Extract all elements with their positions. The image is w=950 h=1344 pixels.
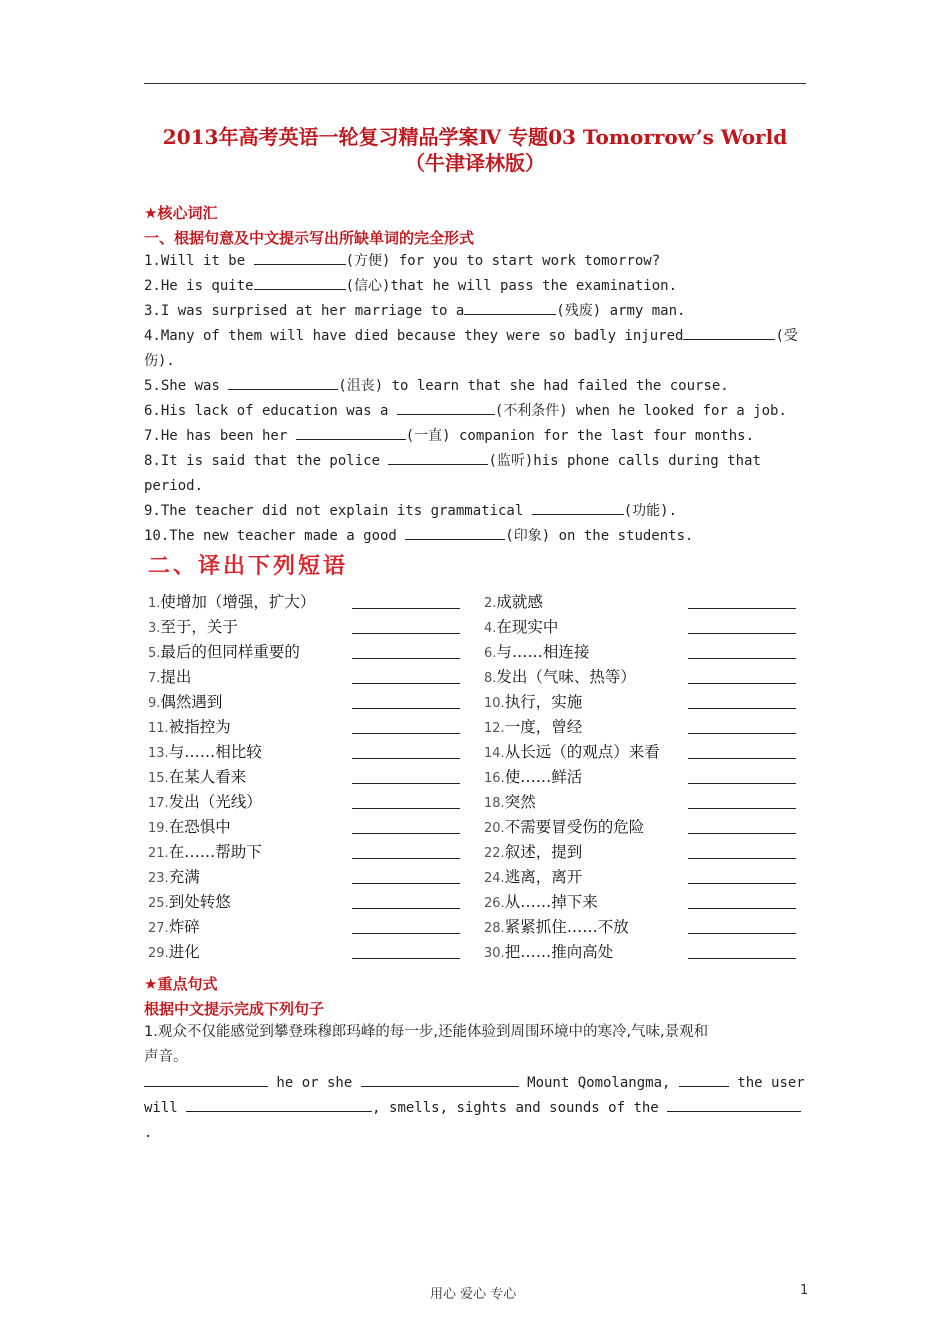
vocab-item-2: 2.He is quite (信心)that he will pass the examination. xyxy=(144,274,806,299)
phrase-item xyxy=(148,665,191,687)
phrase-number: 13. xyxy=(148,746,169,761)
phrase-item xyxy=(148,940,200,962)
phrase-number: 24. xyxy=(484,871,505,886)
vocab-item-10: 10.The new teacher made a good (印象) on the students. xyxy=(144,524,806,549)
phrase-text: 逃离，离开 xyxy=(504,868,583,886)
phrase-item xyxy=(484,665,636,687)
phrase-text: 与……相比较 xyxy=(168,743,262,761)
vocab-item-6: 6.His lack of education was a (不利条件) when he looked for a job. xyxy=(144,399,806,424)
vocab-item-4-cont: 伤). xyxy=(144,353,175,369)
phrases-heading: 二、译出下列短语 xyxy=(148,554,349,579)
phrase-number: 22. xyxy=(484,846,505,861)
answer-blank[interactable] xyxy=(186,1097,372,1112)
phrase-item xyxy=(148,690,222,712)
answer-blank[interactable] xyxy=(405,525,505,540)
phrase-number: 21. xyxy=(148,846,169,861)
answer-blank[interactable] xyxy=(352,958,460,959)
sentences-subheading: 根据中文提示完成下列句子 xyxy=(144,1000,325,1018)
answer-blank[interactable] xyxy=(688,958,796,959)
phrase-item xyxy=(148,890,231,912)
phrase-number: 30. xyxy=(484,946,505,961)
phrase-item xyxy=(484,940,613,962)
phrase-text: 充满 xyxy=(168,868,200,886)
phrase-item xyxy=(484,815,644,837)
phrase-item xyxy=(484,890,598,912)
vocab-item-7: 7.He has been her (一直) companion for the last four months. xyxy=(144,424,806,449)
phrase-text: 炸碎 xyxy=(168,918,200,936)
answer-blank[interactable] xyxy=(688,808,796,809)
answer-blank[interactable] xyxy=(688,833,796,834)
phrase-text: 紧紧抓住……不放 xyxy=(504,918,629,936)
phrase-item xyxy=(148,590,315,612)
phrase-item xyxy=(148,715,231,737)
phrase-text: 叙述，提到 xyxy=(504,843,583,861)
vocab-subheading: 一、根据句意及中文提示写出所缺单词的完全形式 xyxy=(144,229,475,247)
title-line-2: （牛津译林版） xyxy=(405,151,545,175)
answer-blank[interactable] xyxy=(688,908,796,909)
phrase-text: 发出（光线） xyxy=(168,793,262,811)
answer-blank[interactable] xyxy=(688,708,796,709)
vocab-item-8-cont: period. xyxy=(144,478,204,494)
phrase-text: 在某人看来 xyxy=(168,768,247,786)
phrase-item xyxy=(148,765,246,787)
phrase-number: 15. xyxy=(148,771,169,786)
phrase-item xyxy=(484,740,660,762)
answer-blank[interactable] xyxy=(352,633,460,634)
phrase-item xyxy=(484,640,589,662)
answer-blank[interactable] xyxy=(688,858,796,859)
phrase-text: 在现实中 xyxy=(496,618,559,636)
phrase-item xyxy=(148,915,200,937)
answer-blank[interactable] xyxy=(667,1097,801,1112)
phrase-text: 从……掉下来 xyxy=(504,893,598,911)
phrase-text: 在……帮助下 xyxy=(168,843,262,861)
phrase-text: 成就感 xyxy=(496,593,543,611)
answer-blank[interactable] xyxy=(352,783,460,784)
phrase-text: 从长远（的观点）来看 xyxy=(504,743,660,761)
phrase-item xyxy=(484,590,543,612)
phrase-text: 不需要冒受伤的危险 xyxy=(504,818,645,836)
phrase-text: 进化 xyxy=(168,943,200,961)
phrase-text: 使……鲜活 xyxy=(504,768,583,786)
phrase-number: 10. xyxy=(484,696,505,711)
phrase-number: 27. xyxy=(148,921,169,936)
phrase-number: 17. xyxy=(148,796,169,811)
document-title xyxy=(120,124,830,176)
vocab-heading: ★核心词汇 xyxy=(144,204,218,222)
answer-blank[interactable] xyxy=(254,275,346,290)
phrase-text: 提出 xyxy=(160,668,192,686)
vocab-item-3: 3.I was surprised at her marriage to a (残废) army man. xyxy=(144,299,806,324)
phrase-text: 使增加（增强，扩大） xyxy=(160,593,316,611)
phrase-item xyxy=(148,640,300,662)
vocab-item-5: 5.She was (沮丧) to learn that she had failed the course. xyxy=(144,374,806,399)
answer-blank[interactable] xyxy=(254,250,346,265)
answer-blank[interactable] xyxy=(352,833,460,834)
phrase-text: 与……相连接 xyxy=(496,643,590,661)
answer-blank[interactable] xyxy=(688,683,796,684)
phrase-text: 偶然遇到 xyxy=(160,693,223,711)
answer-blank[interactable] xyxy=(352,658,460,659)
answer-blank[interactable] xyxy=(679,1072,729,1087)
answer-blank[interactable] xyxy=(352,708,460,709)
phrase-text: 执行，实施 xyxy=(504,693,583,711)
sentences-heading: ★重点句式 xyxy=(144,975,218,993)
vocab-item-1: 1.Will it be (方便) for you to start work tomorrow? xyxy=(144,249,806,274)
phrase-number: 7. xyxy=(148,671,161,686)
vocab-item-9: 9.The teacher did not explain its grammatical (功能). xyxy=(144,499,806,524)
answer-blank[interactable] xyxy=(688,933,796,934)
answer-blank[interactable] xyxy=(464,300,556,315)
answer-blank[interactable] xyxy=(352,933,460,934)
vocab-item-4: 4.Many of them will have died because they were so badly injured (受 xyxy=(144,324,806,349)
phrase-item xyxy=(484,915,629,937)
phrase-number: 1. xyxy=(148,596,161,611)
phrase-text: 被指控为 xyxy=(168,718,231,736)
phrase-number: 11. xyxy=(148,721,169,736)
phrase-number: 25. xyxy=(148,896,169,911)
sentence-1-chinese: 1.观众不仅能感觉到攀登珠穆郎玛峰的每一步,还能体验到周围环境中的寒冷,气味,景观和 xyxy=(144,1024,709,1040)
answer-blank[interactable] xyxy=(296,425,406,440)
header-rule xyxy=(144,83,806,84)
phrase-number: 2. xyxy=(484,596,497,611)
phrase-text: 把……推向高处 xyxy=(504,943,614,961)
phrase-text: 在恐惧中 xyxy=(168,818,231,836)
phrase-number: 9. xyxy=(148,696,161,711)
phrase-text: 最后的但同样重要的 xyxy=(160,643,300,661)
answer-blank[interactable] xyxy=(352,758,460,759)
phrase-item xyxy=(484,615,558,637)
phrase-item xyxy=(148,615,238,637)
answer-blank[interactable] xyxy=(683,325,775,340)
phrase-item xyxy=(484,690,582,712)
answer-blank[interactable] xyxy=(144,1072,268,1087)
answer-blank[interactable] xyxy=(361,1072,519,1087)
footer-motto: 用心 爱心 专心 xyxy=(430,1287,517,1302)
answer-blank[interactable] xyxy=(688,783,796,784)
page-number: 1 xyxy=(800,1283,809,1298)
phrase-number: 29. xyxy=(148,946,169,961)
phrase-number: 28. xyxy=(484,921,505,936)
sentence-1-chinese-cont: 声音。 xyxy=(144,1049,188,1065)
phrase-item xyxy=(148,815,231,837)
answer-blank[interactable] xyxy=(688,758,796,759)
phrase-number: 19. xyxy=(148,821,169,836)
phrase-item xyxy=(148,790,262,812)
answer-blank[interactable] xyxy=(352,883,460,884)
phrase-text: 一度，曾经 xyxy=(504,718,583,736)
answer-blank[interactable] xyxy=(352,683,460,684)
phrase-number: 6. xyxy=(484,646,497,661)
answer-blank[interactable] xyxy=(228,375,338,390)
answer-blank[interactable] xyxy=(688,608,796,609)
phrase-number: 5. xyxy=(148,646,161,661)
phrase-number: 16. xyxy=(484,771,505,786)
answer-blank[interactable] xyxy=(352,808,460,809)
vocab-item-8: 8.It is said that the police (监听)his phone calls during that xyxy=(144,449,806,474)
answer-blank[interactable] xyxy=(688,733,796,734)
phrase-number: 8. xyxy=(484,671,497,686)
answer-blank[interactable] xyxy=(352,858,460,859)
phrase-number: 4. xyxy=(484,621,497,636)
phrase-number: 14. xyxy=(484,746,505,761)
phrase-text: 突然 xyxy=(504,793,536,811)
answer-blank[interactable] xyxy=(688,633,796,634)
answer-blank[interactable] xyxy=(388,450,488,465)
answer-blank[interactable] xyxy=(532,500,624,515)
sentence-1-english: he or she Mount Qomolangma, the user xyxy=(144,1071,806,1096)
phrase-number: 26. xyxy=(484,896,505,911)
answer-blank[interactable] xyxy=(352,908,460,909)
phrase-item xyxy=(484,765,582,787)
phrase-item xyxy=(148,865,200,887)
answer-blank[interactable] xyxy=(352,733,460,734)
phrase-number: 23. xyxy=(148,871,169,886)
sentence-1-english-cont: will , smells, sights and sounds of the xyxy=(144,1096,806,1121)
phrase-number: 20. xyxy=(484,821,505,836)
phrase-item xyxy=(148,740,262,762)
sentence-1-end: . xyxy=(144,1125,153,1141)
answer-blank[interactable] xyxy=(688,658,796,659)
phrase-item xyxy=(484,865,582,887)
phrase-number: 12. xyxy=(484,721,505,736)
title-line-1: 2013年高考英语一轮复习精品学案Ⅳ 专题03 Tomorrow’s World xyxy=(162,125,788,149)
phrase-text: 至于，关于 xyxy=(160,618,238,636)
answer-blank[interactable] xyxy=(352,608,460,609)
phrase-item xyxy=(148,840,262,862)
phrase-number: 18. xyxy=(484,796,505,811)
phrase-text: 发出（气味、热等） xyxy=(496,668,636,686)
phrase-item xyxy=(484,840,582,862)
answer-blank[interactable] xyxy=(397,400,495,415)
phrase-text: 到处转悠 xyxy=(168,893,231,911)
phrase-number: 3. xyxy=(148,621,161,636)
phrase-item xyxy=(484,715,582,737)
answer-blank[interactable] xyxy=(688,883,796,884)
phrase-item xyxy=(484,790,536,812)
